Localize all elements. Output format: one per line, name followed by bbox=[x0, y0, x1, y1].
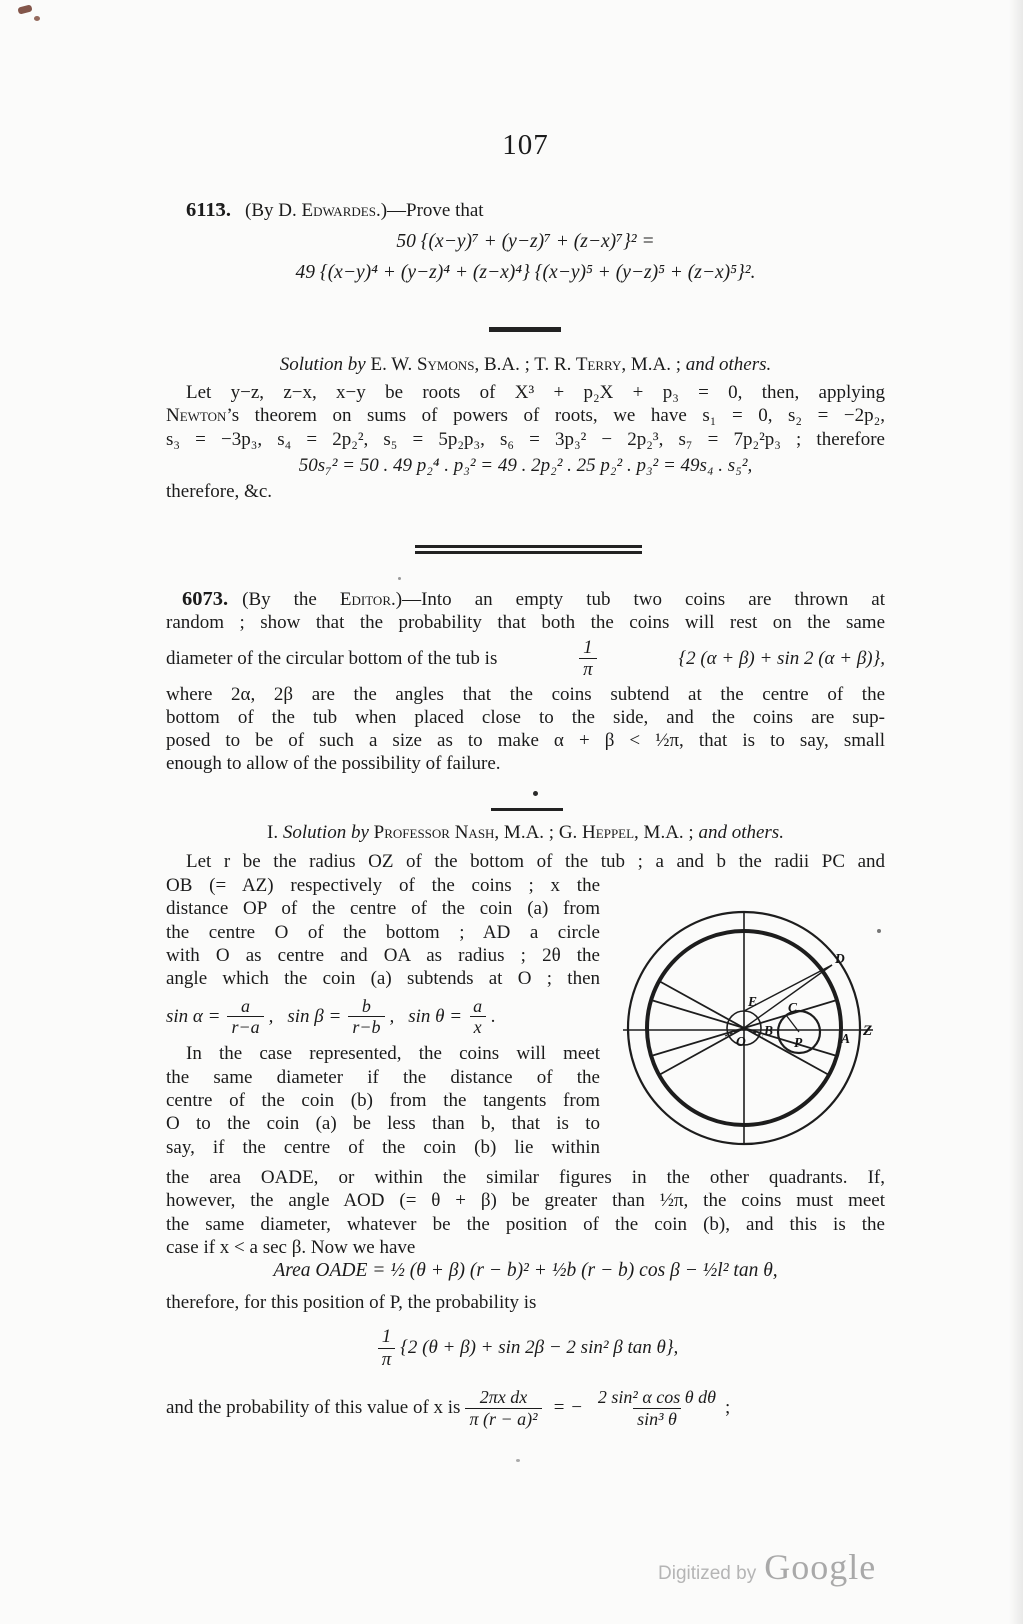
section-rule bbox=[491, 808, 563, 811]
text-line: OB (= AZ) respectively of the coins ; x the bbox=[166, 875, 600, 896]
byline-rest: .)—Into an empty tub two coins are thrown at bbox=[391, 589, 885, 610]
text-line: Let y−z, z−x, x−y be roots of X³ + p₂X + p₃ = 0, then, applying bbox=[186, 382, 885, 403]
probability-equation bbox=[166, 1322, 885, 1374]
text-line: the area OADE, or within the similar figures in the other quadrants. If, bbox=[166, 1167, 885, 1188]
solution-I-left-column bbox=[166, 874, 600, 1159]
text-line: enough to allow of the possibility of failure. bbox=[166, 753, 501, 775]
fraction: $\frac{a}{x}$ bbox=[469, 996, 486, 1037]
text-line: distance OP of the centre of the coin (a) from bbox=[166, 898, 600, 920]
text-line: In the case represented, the coins will meet bbox=[186, 1043, 600, 1065]
heading-italic: and others. bbox=[685, 354, 772, 375]
text-line: the centre O of the bottom ; AD a circle bbox=[166, 921, 600, 943]
fraction: $\frac{a}{r-a}$ bbox=[227, 996, 263, 1037]
geometry-figure bbox=[592, 905, 892, 1160]
probability-of-x-line bbox=[166, 1380, 885, 1436]
problem-6073-statement bbox=[166, 588, 885, 611]
text-line: the same diameter if the distance of the bbox=[166, 1066, 600, 1088]
solution-I-first-line bbox=[166, 850, 885, 873]
text: and the probability of this value of x is bbox=[166, 1397, 461, 1419]
text-line: centre of the coin (b) from the tangents from bbox=[166, 1090, 600, 1112]
expression: {2 (θ + β) + sin 2β − 2 sin² β tan θ}, bbox=[400, 1337, 679, 1359]
text-line: s₃ = −3p₃, s₄ = 2p₂², s₅ = 5p₂p₃, s₆ = 3p₃² − 2p₂³, s₇ = 7p₂²p₃ ; therefore bbox=[166, 428, 885, 450]
scan-artifact bbox=[34, 16, 40, 21]
section-rule bbox=[489, 327, 561, 332]
point-label-C: C bbox=[788, 1000, 798, 1015]
text: ’s theorem on sums of powers of roots, we have s₁ = 0, s₂ = −2p₂, bbox=[226, 405, 885, 427]
double-rule bbox=[415, 545, 642, 554]
fraction: $\frac{\text{2 sin² α cos θ dθ}}{\text{sin³ θ}}$ bbox=[597, 1387, 716, 1429]
text-line: however, the angle AOD (= θ + β) be greater than ½π, the coins must meet bbox=[166, 1190, 885, 1212]
point-label-O: O bbox=[736, 1034, 746, 1049]
equation-6113-2: 49 {(x−y)⁴ + (y−z)⁴ + (z−x)⁴} {(x−y)⁵ + (y−z)⁵ + (z−x)⁵}². bbox=[295, 261, 756, 283]
point-label-Z: Z bbox=[863, 1023, 873, 1039]
problem-6113-statement bbox=[166, 199, 885, 222]
fraction: $\frac{1}{\pi}$ bbox=[579, 637, 597, 681]
heading-italic: Solution by bbox=[282, 822, 369, 843]
text-line: therefore, &c. bbox=[166, 481, 273, 503]
page-number: 107 bbox=[502, 129, 549, 161]
heading-italic: and others. bbox=[698, 822, 784, 843]
problem-number: 6073. bbox=[182, 588, 229, 610]
fraction: $\frac{\text{2πx dx}}{\text{π (r − a)²}}$ bbox=[465, 1387, 541, 1428]
byline-rest: .)—Prove that bbox=[375, 200, 484, 221]
area-OADE-equation: Area OADE = ½ (θ + β) (r − b)² + ½b (r − b) cos β − ½l² tan θ, bbox=[273, 1260, 778, 1281]
divider-dot bbox=[533, 791, 538, 796]
point-label-B: B bbox=[764, 1023, 774, 1038]
text-line: random ; show that the probability that both the coins will rest on the same bbox=[166, 612, 885, 634]
equation-newton-sums: 50s₇² = 50 . 49 p₂⁴ . p₃² = 49 . 2p₂² . 25 p₂² . p₃² = 49s₄ . s₅², bbox=[298, 454, 753, 476]
solution-I-heading bbox=[166, 821, 885, 844]
byline: (By D. bbox=[245, 200, 302, 221]
text: diameter of the circular bottom of the tub is bbox=[166, 647, 498, 669]
solution-6113-body bbox=[166, 381, 885, 503]
scan-artifact bbox=[398, 577, 401, 580]
text-line: O to the coin (a) be less than b, that is to bbox=[166, 1113, 600, 1135]
point-label-E: E bbox=[748, 994, 758, 1009]
google-logo: Google bbox=[764, 1547, 877, 1587]
scan-edge-shade bbox=[1009, 0, 1023, 1624]
author-name: Edwardes bbox=[301, 200, 376, 221]
scan-artifact bbox=[17, 4, 32, 14]
text-line: posed to be of such a size as to make α + β < ½π, that is to say, small bbox=[166, 730, 885, 752]
tangent-chord bbox=[659, 1028, 744, 1075]
scan-artifact bbox=[516, 1459, 520, 1462]
digitized-by-text: Digitized by bbox=[658, 1563, 757, 1584]
sin-equations: sin α = $\frac{a}{r-a}$ , sin β = $\frac{b}{r-b}$ , sin θ = $\frac{a}{x}$ . bbox=[166, 995, 496, 1037]
problem-6113 bbox=[166, 199, 885, 284]
digitized-watermark bbox=[658, 1547, 877, 1587]
author-name: Editor bbox=[339, 589, 391, 610]
text-line: angle which the coin (a) subtends at O ; then bbox=[166, 968, 600, 990]
text-line: case if x < a sec β. Now we have bbox=[166, 1236, 416, 1258]
equation-6113-1: 50 {(x−y)⁷ + (y−z)⁷ + (z−x)⁷}² = bbox=[396, 231, 655, 253]
text-line bbox=[166, 404, 885, 427]
text-line: the same diameter, whatever be the position of the coin (b), and this is the bbox=[166, 1213, 885, 1235]
byline: (By the bbox=[242, 589, 340, 610]
text-line: where 2α, 2β are the angles that the coins subtend at the centre of the bbox=[166, 683, 885, 705]
text-line: Let r be the radius OZ of the bottom of the tub ; a and b the radii PC and bbox=[186, 851, 885, 872]
fraction: $\frac{1}{\pi}$ bbox=[378, 1326, 396, 1370]
point-label-D: D bbox=[835, 951, 845, 966]
punctuation: ; bbox=[724, 1397, 731, 1419]
expression: {2 (α + β) + sin 2 (α + β)}, bbox=[678, 647, 885, 669]
solution-6113-heading bbox=[166, 353, 885, 376]
solution-I-continuation bbox=[166, 1166, 885, 1259]
text-line-with-fraction bbox=[166, 635, 885, 683]
point-label-P: P bbox=[794, 1035, 803, 1050]
solution-roman-numeral: I. bbox=[267, 822, 279, 843]
fraction: $\frac{b}{r-b}$ bbox=[348, 996, 384, 1037]
text-line: therefore, for this position of P, the probability is bbox=[166, 1292, 537, 1313]
problem-6073 bbox=[166, 588, 885, 776]
author-name: Newton bbox=[166, 405, 227, 427]
text-line: say, if the centre of the coin (b) lie within bbox=[166, 1136, 600, 1158]
solver-names: Professor Nash, M.A. ; G. Heppel, M.A. ; bbox=[368, 822, 699, 843]
problem-number: 6113. bbox=[186, 199, 231, 221]
heading-italic: Solution by bbox=[279, 354, 366, 375]
solver-names: E. W. Symons, B.A. ; T. R. Terry, M.A. ; bbox=[365, 354, 686, 375]
point-label-A: A bbox=[841, 1031, 851, 1046]
tub-coins-diagram bbox=[592, 905, 892, 1160]
text-line: bottom of the tub when placed close to the side, and the coins are sup- bbox=[166, 706, 885, 728]
equals-minus: = − bbox=[552, 1397, 583, 1419]
text-line: with O as centre and OA as radius ; 2θ the bbox=[166, 944, 600, 966]
